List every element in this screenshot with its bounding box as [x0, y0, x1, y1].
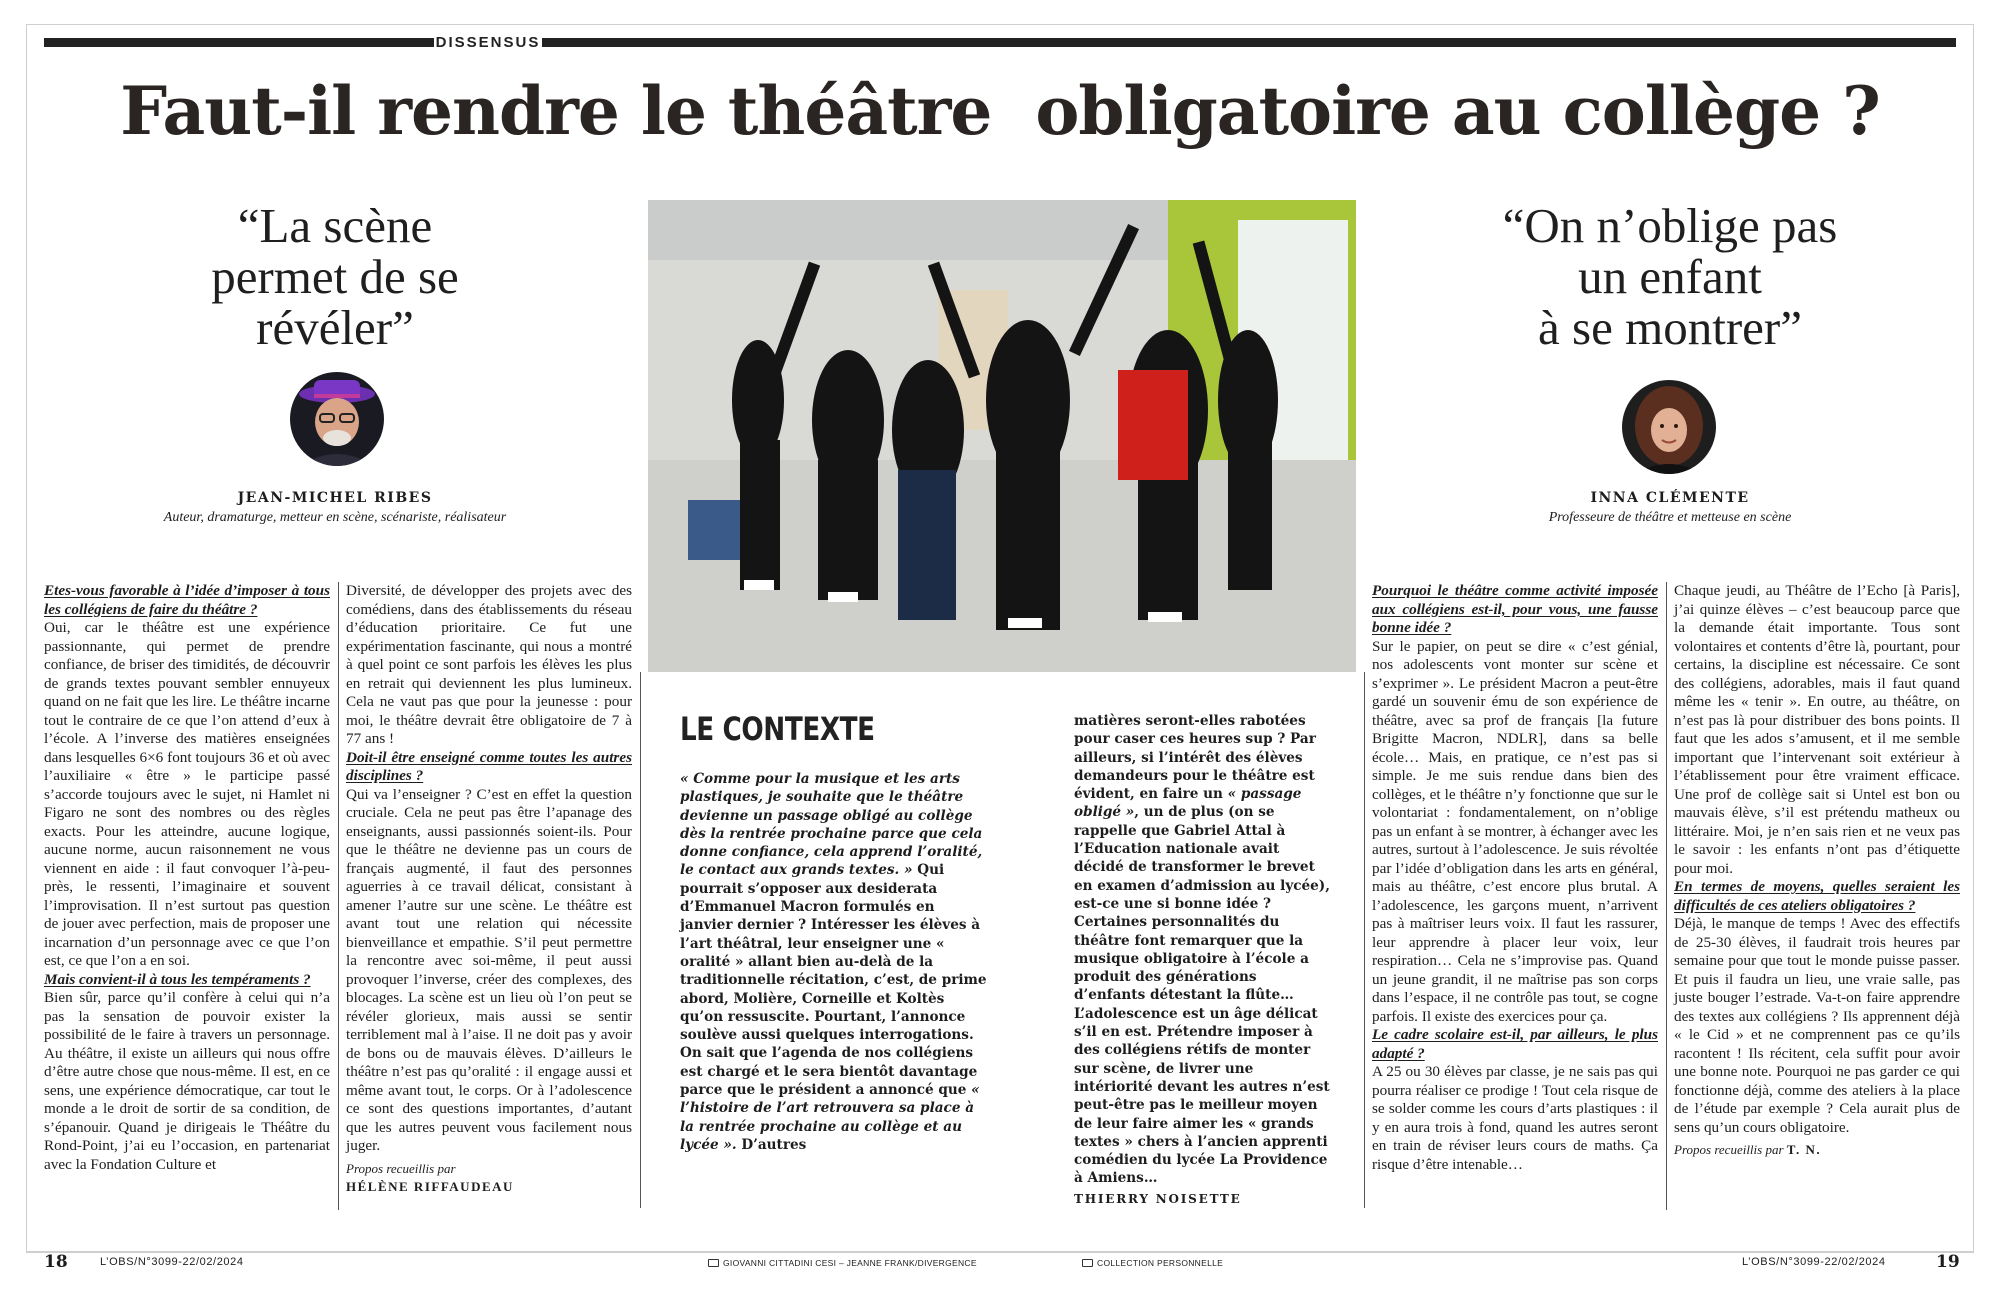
context-text: matières seront-elles rabotées pour caser ces heures sup ? Par ailleurs, si l’intérêt des élèves demandeurs pour le théâtre est évident, en faire un — [1074, 713, 1316, 803]
context-title: LE CONTEXTE — [680, 710, 875, 748]
question: Le cadre scolaire est-il, par ailleurs, le plus adapté ? — [1372, 1026, 1658, 1062]
interview-right-col-2 — [1674, 582, 1960, 1160]
interview-left-col-1 — [44, 582, 330, 1174]
photo-credit-text: GIOVANNI CITTADINI CESI – JEANNE FRANK/DIVERGENCE — [723, 1258, 977, 1268]
answer: Oui, car le théâtre est une expérience passionnante, qui permet de prendre confiance, de briser des timidités, de découvrir de grands textes pouvant sembler ennuyeux quand on ne fait que les lire. Le théâtre incarne tout le contraire de ce que l’on attend d’eux à l’école. A l’inverse des matières enseignées dans lesquelles 6×6 font toujours 36 et où avec l’auxiliaire « être » le participe passé s’accorde toujours avec le sujet, ni Hamlet ni Figaro ne sont des nombres ou des règles exacts. Pour les atteindre, aucune logique, aucune norme, aucun raisonnement ne vous viennent en aide : il faut convoquer l’à-peu-près, le ressenti, l’imaginaire et souvent l’improvisation. Il n’est surtout pas question de jouer avec perfection, mais de proposer une incarnation d’un personnage avec ce que l’on est, ce que l’on a en soi. — [44, 619, 330, 969]
context-text: , un de plus (on se rappelle que Gabriel Attal à l’Education nationale avait décidé de transformer le brevet en examen d’admission au lycée), est-ce une si bonne idée ? Certaines personnalités du théâtre font remarquer que la musique obligatoire à l’école a produit des générations d’enfants détestant la flûte… L’adolescence est un âge délicat s’il en est. Prétendre imposer à des collégiens rétifs de monter sur scène, de livrer une intériorité devant les autres n’est peut-être pas le meilleur moyen de leur faire aimer les « grands textes » chers à l’ancien apprenti comédien du lycée La Providence à Amiens… — [1074, 804, 1330, 1187]
context-rule-right — [1364, 672, 1365, 1208]
byline-role-right: Professeure de théâtre et metteuse en scène — [1548, 510, 1792, 525]
page-number-right: 19 — [1936, 1252, 1960, 1272]
column-rule — [338, 582, 339, 1210]
question: Etes-vous favorable à l’idée d’imposer à tous les collégiens de faire du théâtre ? — [44, 582, 330, 618]
byline-role-left: Auteur, dramaturge, metteur en scène, scénariste, réalisateur — [163, 510, 507, 525]
page-number-left: 18 — [44, 1252, 68, 1272]
magazine-issue-right: L’OBS/N°3099-22/02/2024 — [1742, 1256, 1886, 1268]
portrait-ribes — [290, 372, 384, 466]
byline-name-left: JEAN-MICHEL RIBES — [237, 490, 433, 506]
context-rule-left — [640, 672, 641, 1208]
answer: Diversité, de développer des projets avec des comédiens, dans des établissements du réseau d’éducation prioritaire. Ce fut une expérimentation fascinante, qui nous a montré à quel point ce sont parfois les élèves les plus en retrait qui deviennent les plus lumineux. Cela ne vaut pas que pour la jeunesse : pour moi, le théâtre devrait être obligatoire de 7 à 77 ans ! — [346, 582, 632, 747]
photo-credit-portrait — [1082, 1258, 1223, 1268]
interview-credit-right — [1674, 1141, 1960, 1160]
question: Mais convient-il à tous les tempéraments ? — [44, 970, 311, 988]
byline-name-right: INNA CLÉMENTE — [1590, 490, 1750, 506]
answer: Bien sûr, parce qu’il confère à celui qui n’a pas la sensation de pouvoir exister la possibilité de le faire à travers un personnage. Au théâtre, il existe un ailleurs qui nous offre d’être autre chose que nous-même. Il est, en ce sens, une expérience démocratique, car tout le monde a le droit de sortir de sa condition, de s’épanouir. Quand je dirigeais le Théâtre du Rond-Point, j’ai eu l’occasion, en partenariat avec la Fondation Culture et — [44, 989, 330, 1173]
photo-credit-main — [708, 1258, 977, 1268]
question: En termes de moyens, quelles seraient les difficultés de ces ateliers obligatoires ? — [1674, 878, 1960, 914]
page-headline: Faut-il rendre le théâtre obligatoire au collège ? — [120, 72, 1880, 150]
context-quote: « Comme pour la musique et les arts plastiques, je souhaite que le théâtre devienne un passage obligé au collège dès la rentrée prochaine parce que cela donne confiance, cela apprend l’oralité, le contact aux grands textes. » — [680, 771, 983, 879]
photo-theatre-class — [648, 200, 1356, 672]
answer: Déjà, le manque de temps ! Avec des effectifs de 25-30 élèves, il faudrait trois heures par semaine pour que tout le monde puisse passer. Et puis il faudra un lieu, une vraie salle, pas juste bouger l’estrade. Va-t-on faire apprendre des textes aux collégiens ? Ils apprennent déjà « le Cid » et ne comprennent pas ce qu’ils racontent ! Ils récitent, cela suffit pour avoir une bonne note. Pourquoi ne pas garder ce qui fonctionne déjà, comme des ateliers à la place de l’étude par exemple ? Cela aurait plus de sens qu’un cours obligatoire. — [1674, 915, 1960, 1136]
interview-credit-left — [346, 1160, 632, 1197]
question: Doit-il être enseigné comme toutes les autres disciplines ? — [346, 748, 632, 784]
pull-quote-left: “La scène permet de se révéler” — [211, 198, 459, 355]
question: Pourquoi le théâtre comme activité imposée aux collégiens est-il, pour vous, une fausse bonne idée ? — [1372, 582, 1658, 636]
credit-name: HÉLÈNE RIFFAUDEAU — [346, 1179, 514, 1194]
camera-icon — [708, 1259, 719, 1267]
context-paragraph — [680, 770, 990, 1154]
magazine-issue-left: L’OBS/N°3099-22/02/2024 — [100, 1256, 244, 1268]
credit-label: Propos recueillis par — [1674, 1142, 1784, 1157]
column-rule — [1666, 582, 1667, 1210]
context-col-1 — [680, 770, 990, 1154]
interview-left-col-2 — [346, 582, 632, 1197]
context-signature: THIERRY NOISETTE — [1074, 1191, 1242, 1206]
context-quote: « l’histoire de l’art retrouvera sa place à la rentrée prochaine au collège et au lycée ». — [680, 1082, 980, 1153]
context-col-2 — [1074, 712, 1330, 1208]
header-rule-left — [44, 38, 434, 47]
answer: Sur le papier, on peut se dire « c’est génial, nos adolescents vont monter sur scène et s’exprimer ». Le président Macron a peut-être gardé un souvenir ému de son expérience de théâtre, avec sa prof de français [la future Brigitte Macron, NDLR], dans sa belle école… Mais, en pratique, ce n’est pas si simple. Je me suis rendue dans bien des collèges, et le théâtre n’y fonctionne que sur le volontariat : fondamentalement, on n’oblige pas un enfant à se montrer, à échanger avec les autres, surtout à l’adolescence. Je suis révoltée par l’idée d’obligation dans les arts en général, mais au théâtre, c’est encore plus brutal. A l’adolescence, les garçons muent, n’arrivent pas à maîtriser leurs voix. Il faut les rassurer, leur apprendre à placer leur voix, leur respiration… Cela ne s’improvise pas. Quand un jeune grandit, il ne maîtrise pas son corps dans l’espace, il ne contrôle pas tout, se cogne parfois. Il existe des exercices pour ça. — [1372, 637, 1658, 1025]
answer: Qui va l’enseigner ? C’est en effet la question cruciale. Cela ne peut pas être l’apanage des enseignants, aussi passionnés soient-ils. Pour que le théâtre ne devienne pas un cours de français augmenté, il faut des personnes aguerries à ce travail délicat, consistant à amener l’autre sur une scène. Le théâtre est avant tout une relation qui nécessite bienveillance et empathie. S’il peut permettre la rencontre avec soi-même, il peut aussi provoquer l’inverse, créer des complexes, des blocages. La scène est un lieu où l’on peut se révéler glorieux, mais aussi se sentir terriblement mal à l’aise. Il ne doit pas y avoir de bons ou de mauvais élèves. D’ailleurs le théâtre n’est pas qu’oralité : il engage aussi et même avant tout, le corps. Or à l’adolescence ce sont des questions importantes, d’autant que les autres peuvent vous facilement nous juger. — [346, 785, 632, 1154]
answer: A 25 ou 30 élèves par classe, je ne sais pas qui pourra réaliser ce prodige ! Tout cela risque de se solder comme les cours d’arts plastiques : il y en aura trois à fond, quand les autres seront en train de réviser leurs cours de maths. Ça risque d’être intenable… — [1372, 1063, 1658, 1173]
section-label: DISSENSUS — [435, 34, 541, 51]
context-text: Qui pourrait s’opposer aux desiderata d’Emmanuel Macron formulés en janvier dernier ? Intéresser les élèves à l’art théâtral, leur enseigner une « oralité » allant bien au-delà de la traditionnelle récitation, c’est, de prime abord, Molière, Corneille et Koltès qu’on ressuscite. Pourtant, l’annonce soulève aussi quelques interrogations. On sait que l’agenda de nos collégiens est chargé et le sera bientôt davantage parce que le président a annoncé que — [680, 862, 987, 1099]
context-text: D’autres — [736, 1136, 807, 1153]
credit-name: T. N. — [1786, 1142, 1822, 1157]
pull-quote-right: “On n’oblige pas un enfant à se montrer” — [1502, 198, 1838, 355]
camera-icon — [1082, 1259, 1093, 1267]
context-paragraph — [1074, 712, 1330, 1188]
footer-rule — [26, 1252, 1974, 1253]
header-rule-right — [542, 38, 1956, 47]
interview-right-col-1 — [1372, 582, 1658, 1174]
answer: Chaque jeudi, au Théâtre de l’Echo [à Paris], j’ai quinze élèves – c’est beaucoup parce que la demande était importante. Tous sont volontaires et contents d’être là, pourtant, pour certains, la discipline est nécessaire. Ce sont des collégiens, adorables, mais il faut quand même les « tenir ». En outre, au théâtre, on n’est pas là pour distribuer des bons points. Il faut que les ados s’amusent, et il me semble important que l’intervenant soit extérieur à l’établissement pour être vraiment efficace. Une prof de collège sait si Untel est bon ou mauvais élève, s’il est prétendu matheux ou littéraire. Moi, je n’en sais rien et ne veux pas le savoir : les enfants n’ont pas d’étiquette pour moi. — [1674, 582, 1960, 877]
photo-credit-text: COLLECTION PERSONNELLE — [1097, 1258, 1224, 1268]
portrait-clemente — [1622, 380, 1716, 474]
credit-label: Propos recueillis par — [346, 1160, 456, 1176]
context-quote: « passage obligé » — [1074, 786, 1302, 821]
